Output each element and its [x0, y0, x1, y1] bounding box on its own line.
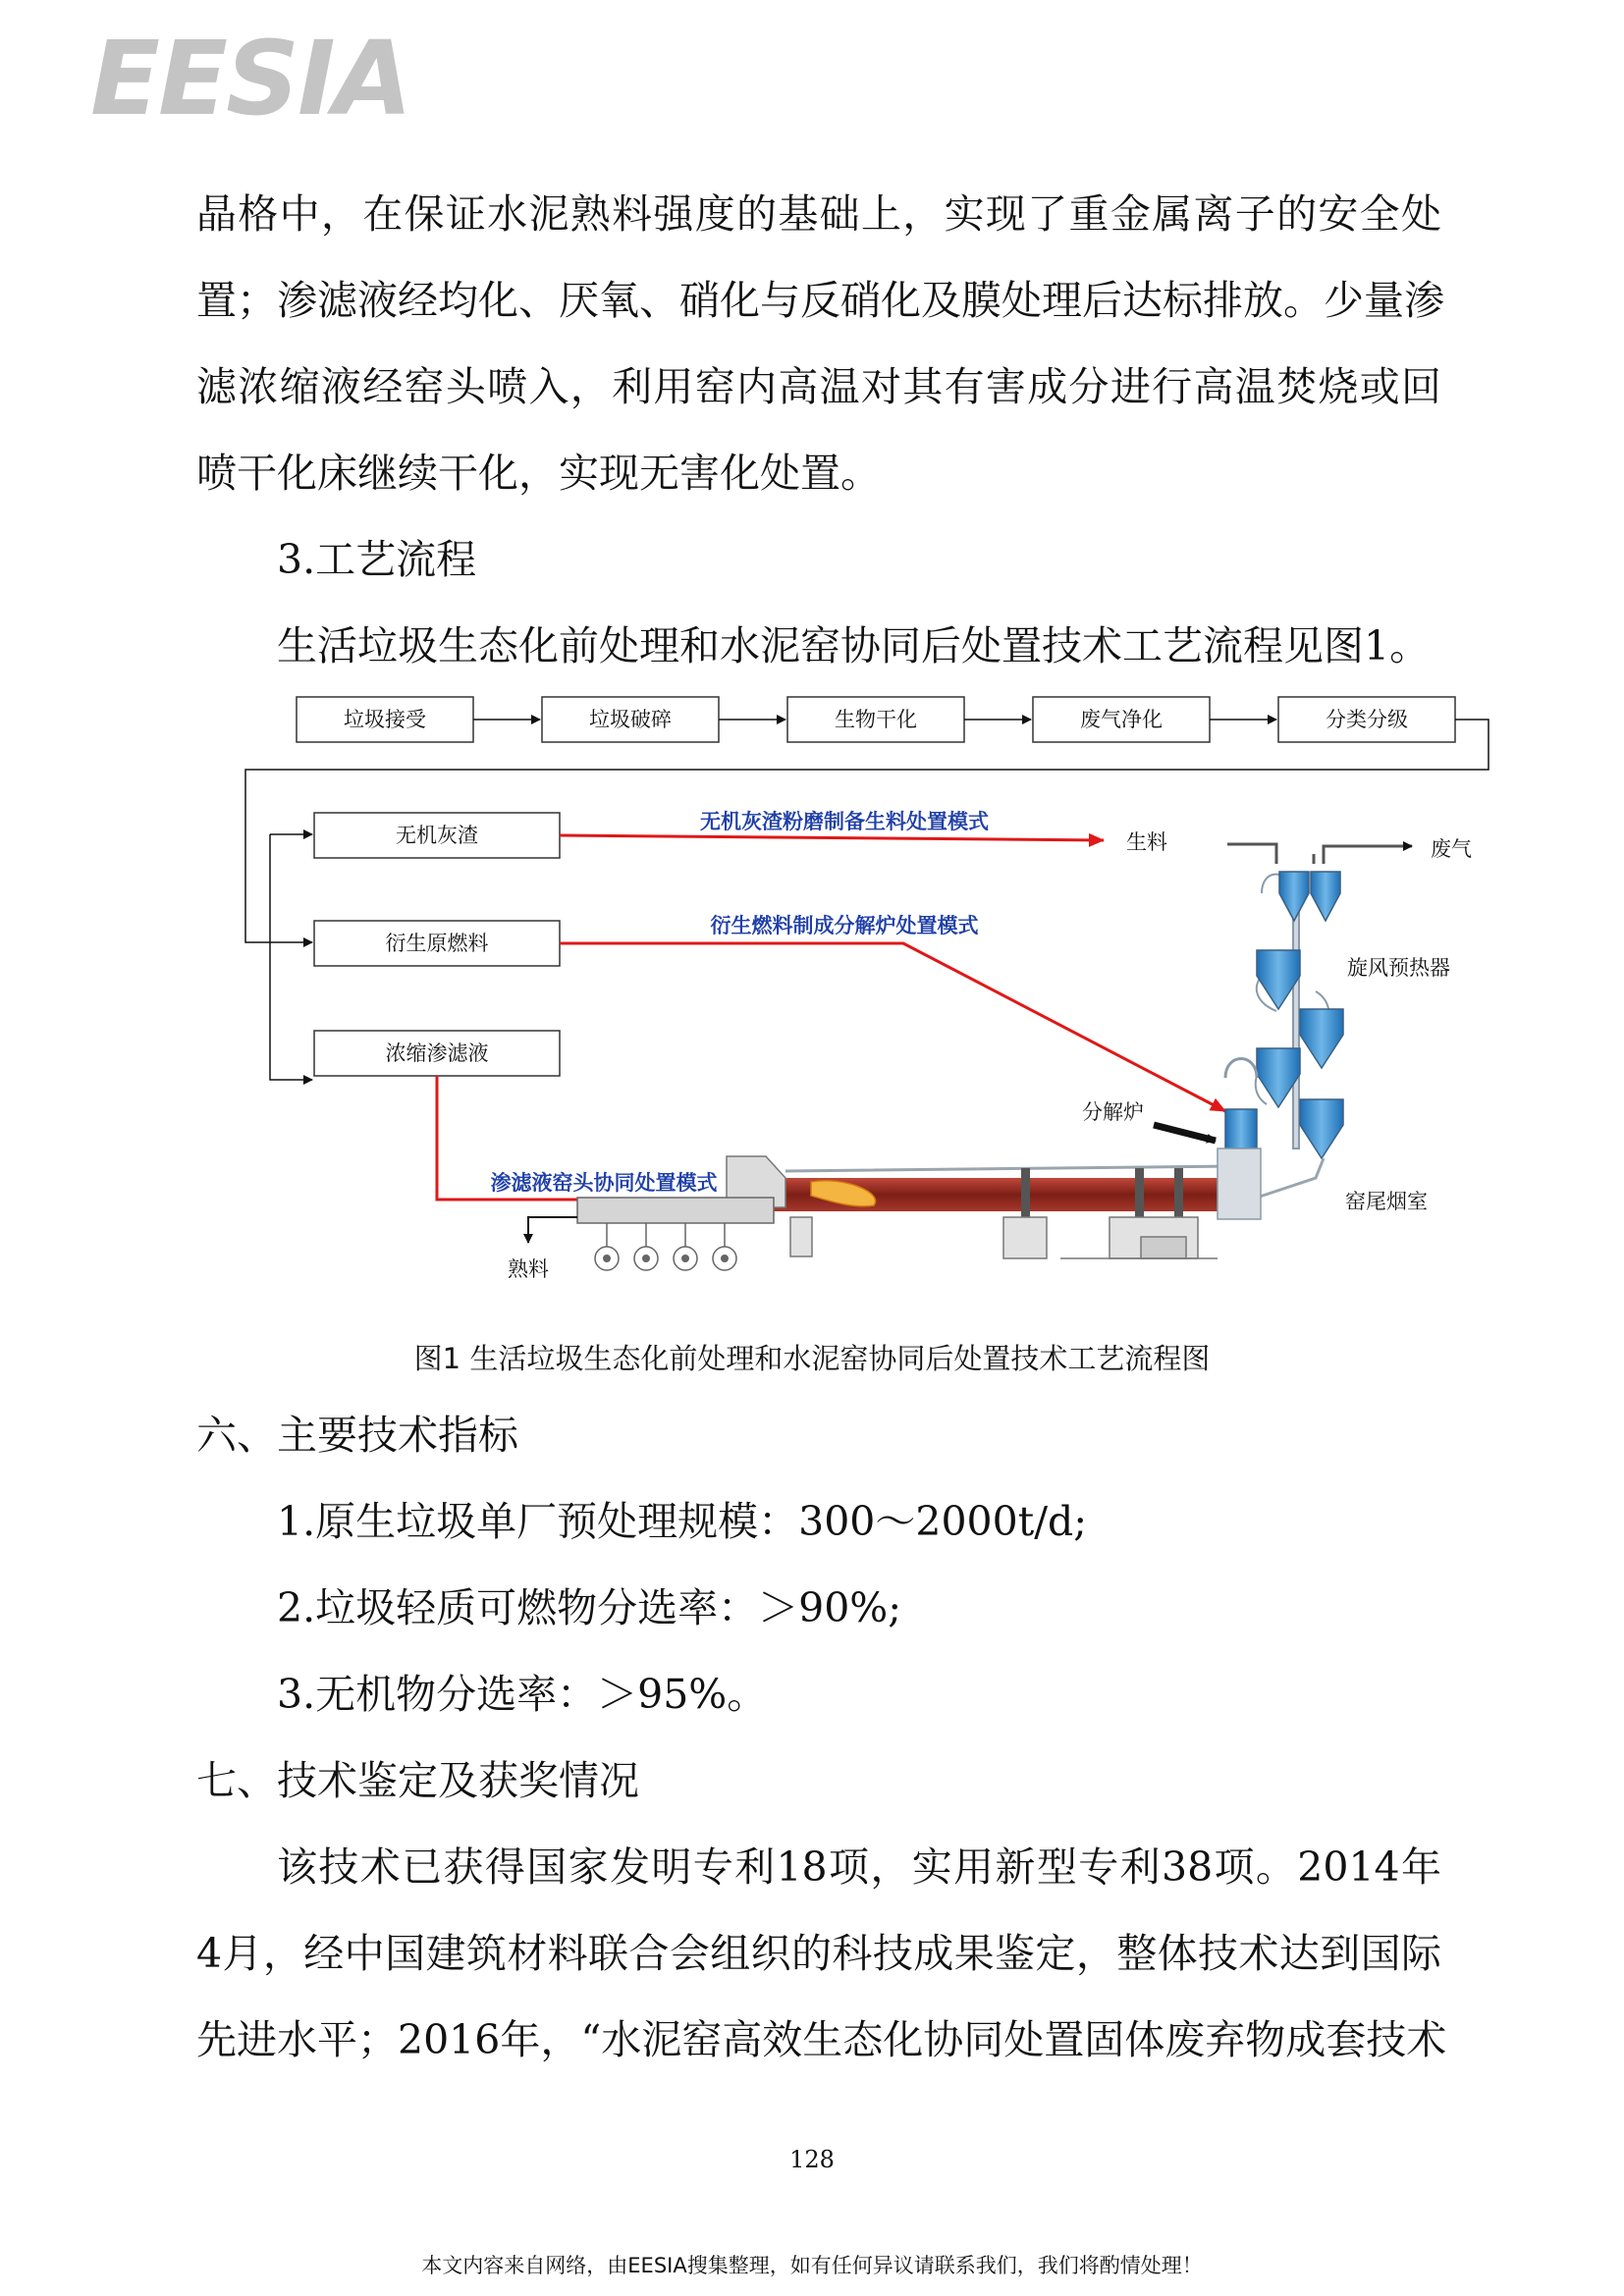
mode-label-leachate: 渗滤液窑头协同处置模式 [490, 1171, 718, 1195]
label-kiln-tail: 窑尾烟室 [1345, 1190, 1428, 1213]
awards-paragraph [196, 1824, 1447, 2083]
cyclone-preheater [1225, 872, 1343, 1158]
text-line: 置；渗滤液经均化、厌氧、硝化与反硝化及膜处理后达标排放。少量渗 [196, 277, 1444, 324]
flow-box-label: 生物干化 [835, 708, 917, 731]
flow-box-label: 浓缩渗滤液 [385, 1041, 489, 1065]
text-line: 先进水平；2016年，“水泥窑高效生态化协同处置固体废弃物成套技术 [196, 2016, 1447, 2063]
label-clinker: 熟料 [508, 1257, 549, 1281]
process-flow-diagram [236, 687, 1512, 1315]
text-line: 4月，经中国建筑材料联合会组织的科技成果鉴定，整体技术达到国际 [196, 1930, 1441, 1977]
label-waste-gas: 废气 [1431, 837, 1472, 861]
arrow-fuel-to-calciner [560, 943, 1225, 1111]
indicator-item: 1.原生垃圾单厂预处理规模：300～2000t/d; [277, 1498, 1088, 1545]
indicator-item: 3.无机物分选率：＞95%。 [277, 1671, 768, 1718]
clinker-cooler [577, 1198, 774, 1223]
calciner [1225, 1109, 1257, 1148]
figure-reference-text: 生活垃圾生态化前处理和水泥窑协同后处置技术工艺流程见图1。 [277, 622, 1431, 669]
eesia-logo: EESIA [90, 19, 411, 138]
text-line: 晶格中，在保证水泥熟料强度的基础上，实现了重金属离子的安全处 [196, 190, 1441, 238]
mode-label-ash: 无机灰渣粉磨制备生料处置模式 [700, 810, 989, 833]
text-line: 该技术已获得国家发明专利18项，实用新型专利38项。2014年 [277, 1843, 1441, 1891]
flow-box-label: 垃圾破碎 [589, 708, 672, 731]
label-raw-meal: 生料 [1126, 830, 1167, 854]
label-preheater: 旋风预热器 [1347, 956, 1450, 980]
section-heading-process: 3.工艺流程 [277, 536, 477, 583]
flow-box-label: 废气净化 [1080, 708, 1163, 731]
text-line: 滤浓缩液经窑头喷入，利用窑内高温对其有害成分进行高温焚烧或回 [196, 363, 1441, 410]
arrow-ash-to-raw-meal [560, 835, 1104, 840]
section-heading-indicators: 六、主要技术指标 [196, 1412, 518, 1459]
mode-label-fuel: 衍生燃料制成分解炉处置模式 [710, 914, 979, 937]
figure-caption: 图1 生活垃圾生态化前处理和水泥窑协同后处置技术工艺流程图 [413, 1342, 1211, 1375]
flow-box-label: 衍生原燃料 [385, 932, 489, 955]
flow-box-label: 垃圾接受 [344, 708, 426, 731]
flow-box-label: 分类分级 [1326, 708, 1408, 731]
flow-box-label: 无机灰渣 [396, 824, 478, 847]
text-line: 喷干化床继续干化，实现无害化处置。 [196, 450, 881, 497]
label-calciner: 分解炉 [1082, 1100, 1144, 1124]
section-heading-awards: 七、技术鉴定及获奖情况 [196, 1757, 639, 1804]
intro-paragraph [196, 171, 1444, 516]
page-number: 128 [789, 2146, 835, 2173]
indicator-item: 2.垃圾轻质可燃物分选率：＞90%; [277, 1584, 902, 1631]
footer-disclaimer: 本文内容来自网络，由EESIA搜集整理，如有任何异议请联系我们，我们将酌情处理！ [421, 2254, 1203, 2277]
